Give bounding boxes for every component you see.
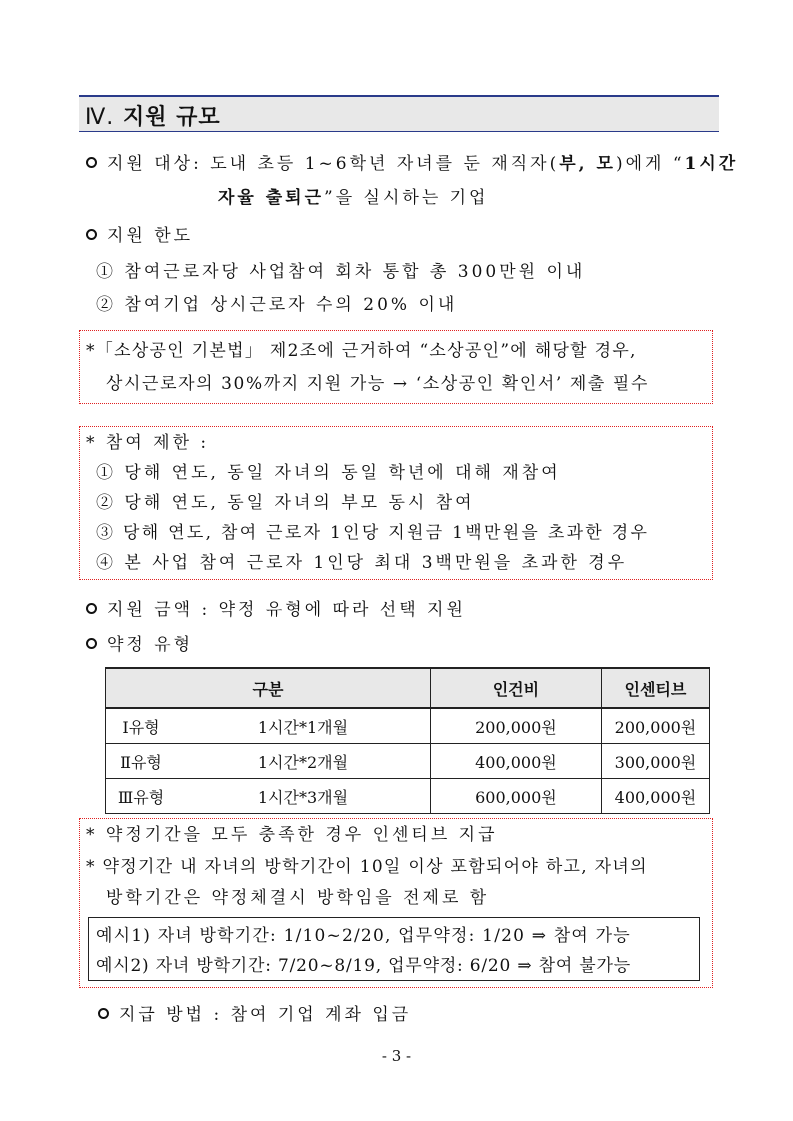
section-number: Ⅳ. bbox=[85, 105, 115, 130]
page-number: - 3 - bbox=[381, 1047, 412, 1065]
note1-line2: 상시근로자의 30%까지 지원 가능 → ‘소상공인 확인서’ 제출 필수 bbox=[106, 374, 649, 394]
amount-line bbox=[86, 598, 466, 622]
section-header bbox=[79, 95, 719, 132]
limit-heading bbox=[86, 224, 193, 248]
circle-bullet-icon bbox=[86, 229, 97, 240]
table-header-row bbox=[106, 668, 710, 708]
row-duration: 1시간*2개월 bbox=[176, 744, 430, 779]
target-suffix: ”을 실시하는 기업 bbox=[324, 188, 489, 208]
target-prefix: 지원 대상: 도내 초등 1~6학년 자녀를 둔 재직자( bbox=[107, 154, 560, 174]
amount-text: 지원 금액 : 약정 유형에 따라 선택 지원 bbox=[107, 600, 466, 620]
restriction-item-4: ④ 본 사업 참여 근로자 1인당 최대 3백만원을 초과한 경우 bbox=[96, 553, 628, 573]
notes2-line2: * 약정기간 내 자녀의 방학기간이 10일 이상 포함되어야 하고, 자녀의 bbox=[86, 857, 648, 877]
limit-heading-text: 지원 한도 bbox=[107, 226, 194, 246]
pact-heading bbox=[86, 633, 193, 657]
target-bold-2: 자율 출퇴근 bbox=[218, 188, 325, 208]
section-title: 지원 규모 bbox=[122, 105, 221, 130]
restriction-item-3: ③ 당해 연도, 참여 근로자 1인당 지원금 1백만원을 초과한 경우 bbox=[96, 523, 650, 543]
note1-line1: *「소상공인 기본법」 제2조에 근거하여 “소상공인”에 해당할 경우, bbox=[86, 341, 637, 361]
row-type: Ⅰ유형 bbox=[106, 708, 177, 744]
row-type: Ⅱ유형 bbox=[106, 744, 177, 779]
payment-line bbox=[98, 1003, 411, 1027]
limit-item-2: ② 참여기업 상시근로자 수의 20% 이내 bbox=[96, 295, 458, 315]
target-mid: )에게 “ bbox=[615, 154, 685, 174]
row-labor: 600,000원 bbox=[430, 779, 601, 814]
limit-item-1: ① 참여근로자당 사업참여 회차 통합 총 300만원 이내 bbox=[96, 262, 586, 282]
target-line-2 bbox=[218, 186, 488, 210]
notes2-line1: * 약정기간을 모두 충족한 경우 인센티브 지급 bbox=[86, 825, 498, 845]
header-category: 구분 bbox=[106, 668, 431, 708]
circle-bullet-icon bbox=[86, 157, 97, 168]
pact-heading-text: 약정 유형 bbox=[107, 635, 194, 655]
row-duration: 1시간*1개월 bbox=[176, 708, 430, 744]
table-row bbox=[106, 708, 710, 744]
pact-type-table bbox=[105, 667, 710, 814]
target-bold-1: 1시간 bbox=[684, 154, 739, 174]
row-duration: 1시간*3개월 bbox=[176, 779, 430, 814]
payment-text: 지급 방법 : 참여 기업 계좌 입금 bbox=[119, 1005, 412, 1025]
target-line-1 bbox=[86, 152, 738, 176]
circle-bullet-icon bbox=[86, 603, 97, 614]
table-row bbox=[106, 779, 710, 814]
restriction-heading: * 참여 제한 : bbox=[86, 433, 210, 453]
row-incentive: 400,000원 bbox=[601, 779, 709, 814]
circle-bullet-icon bbox=[86, 638, 97, 649]
target-parents: 부, 모 bbox=[559, 154, 616, 174]
table-row bbox=[106, 744, 710, 779]
example-1: 예시1) 자녀 방학기간: 1/10~2/20, 업무약정: 1/20 ⇒ 참여 가능 bbox=[96, 926, 631, 946]
example-2: 예시2) 자녀 방학기간: 7/20~8/19, 업무약정: 6/20 ⇒ 참여 불가능 bbox=[96, 956, 631, 976]
row-labor: 400,000원 bbox=[430, 744, 601, 779]
header-labor-cost: 인건비 bbox=[430, 668, 601, 708]
restriction-item-1: ① 당해 연도, 동일 자녀의 동일 학년에 대해 재참여 bbox=[96, 463, 561, 483]
section-title-wrap bbox=[85, 100, 221, 131]
header-incentive: 인센티브 bbox=[601, 668, 709, 708]
circle-bullet-icon bbox=[98, 1008, 109, 1019]
row-incentive: 300,000원 bbox=[601, 744, 709, 779]
restriction-item-2: ② 당해 연도, 동일 자녀의 부모 동시 참여 bbox=[96, 493, 475, 513]
notes2-line3: 방학기간은 약정체결시 방학임을 전제로 함 bbox=[106, 888, 490, 908]
row-labor: 200,000원 bbox=[430, 708, 601, 744]
row-incentive: 200,000원 bbox=[601, 708, 709, 744]
row-type: Ⅲ유형 bbox=[106, 779, 177, 814]
